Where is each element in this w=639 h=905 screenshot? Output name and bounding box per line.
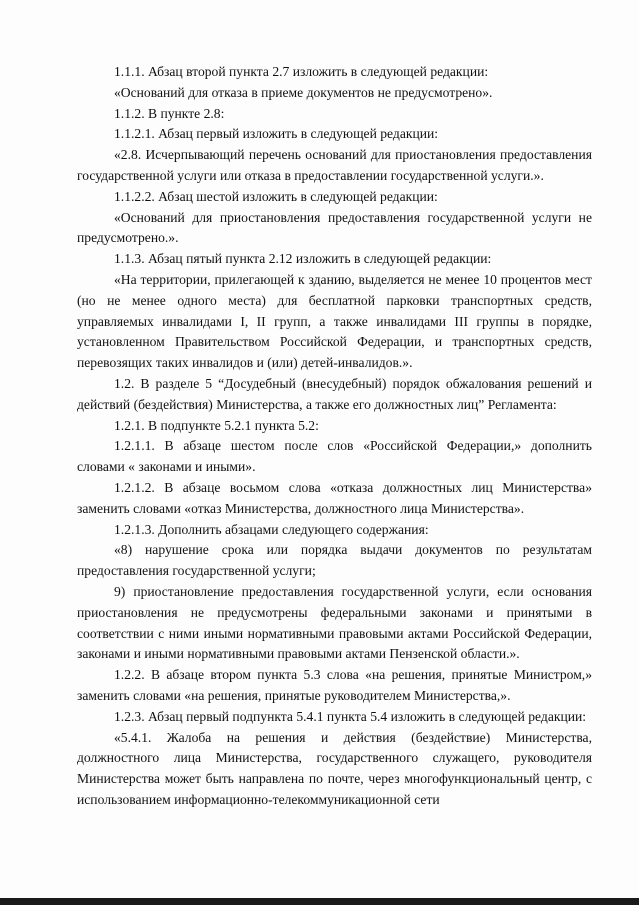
paragraph: «На территории, прилегающей к зданию, выделяется не менее 10 процентов мест (но не менее одного места) для бесплатной парковки транспортных средств, управляемых инвалидами I, II групп, а также инвалидами III группы в порядке, установленном Правительством Российской Федерации, и транспортных средств, перевозящих таких инвалидов и (или) детей-инвалидов.». — [77, 271, 592, 371]
paragraph: 9) приостановление предоставления государственной услуги, если основания приостановления не предусмотрены федеральными законами и принятыми в соответствии с ними иными нормативными правовыми актами Российской Федерации, законами и иными нормативными правовыми актами Пензенской области.». — [77, 583, 592, 662]
paragraph: 1.2.1. В подпункте 5.2.1 пункта 5.2: — [114, 417, 319, 433]
paragraph: 1.2.1.3. Дополнить абзацами следующего содержания: — [114, 521, 429, 537]
paragraph: 1.2.1.1. В абзаце шестом после слов «Российской Федерации,» дополнить словами « законами и иными». — [77, 438, 592, 475]
paragraph: 1.1.2. В пункте 2.8: — [114, 105, 225, 121]
paragraph: 1.1.3. Абзац пятый пункта 2.12 изложить в следующей редакции: — [114, 251, 492, 267]
paragraph: «Оснований для приостановления предоставления государственной услуги не предусмотрено.». — [77, 209, 592, 246]
paragraph: «8) нарушение срока или порядка выдачи документов по результатам предоставления государственной услуги; — [77, 542, 592, 579]
paragraph: 1.1.2.1. Абзац первый изложить в следующей редакции: — [114, 126, 439, 142]
paragraph: 1.2.1.2. В абзаце восьмом слова «отказа должностных лиц Министерства» заменить словами «отказ Министерства, должностного лица Министерства». — [77, 479, 592, 516]
paragraph: 1.2.3. Абзац первый подпункта 5.4.1 пункта 5.4 изложить в следующей редакции: — [114, 708, 587, 724]
document-body — [77, 62, 592, 811]
paragraph: 1.1.1. Абзац второй пункта 2.7 изложить в следующей редакции: — [114, 64, 489, 79]
paragraph: «5.4.1. Жалоба на решения и действия (бездействие) Министерства, должностного лица Министерства, государственного служащего, руководителя Министерства может быть направлена по почте, через многофункциональный центр, с использованием информационно-телекоммуникационной сети — [77, 729, 592, 807]
paragraph: «Оснований для отказа в приеме документов не предусмотрено». — [114, 84, 493, 100]
paragraph: «2.8. Исчерпывающий перечень оснований для приостановления предоставления государственной услуги или отказа в предоставлении государственной услуги.». — [77, 147, 592, 183]
paragraph: 1.1.2.2. Абзац шестой изложить в следующей редакции: — [114, 188, 438, 204]
paragraph: 1.2. В разделе 5 “Досудебный (внесудебный) порядок обжалования решений и действий (бездействия) Министерства, а также его должностных лиц” Регламента: — [77, 375, 592, 412]
paragraph: 1.2.2. В абзаце втором пункта 5.3 слова «на решения, принятые Министром,» заменить словами «на решения, принятые руководителем Министерства,». — [77, 667, 592, 703]
scan-bottom-edge — [0, 898, 639, 905]
